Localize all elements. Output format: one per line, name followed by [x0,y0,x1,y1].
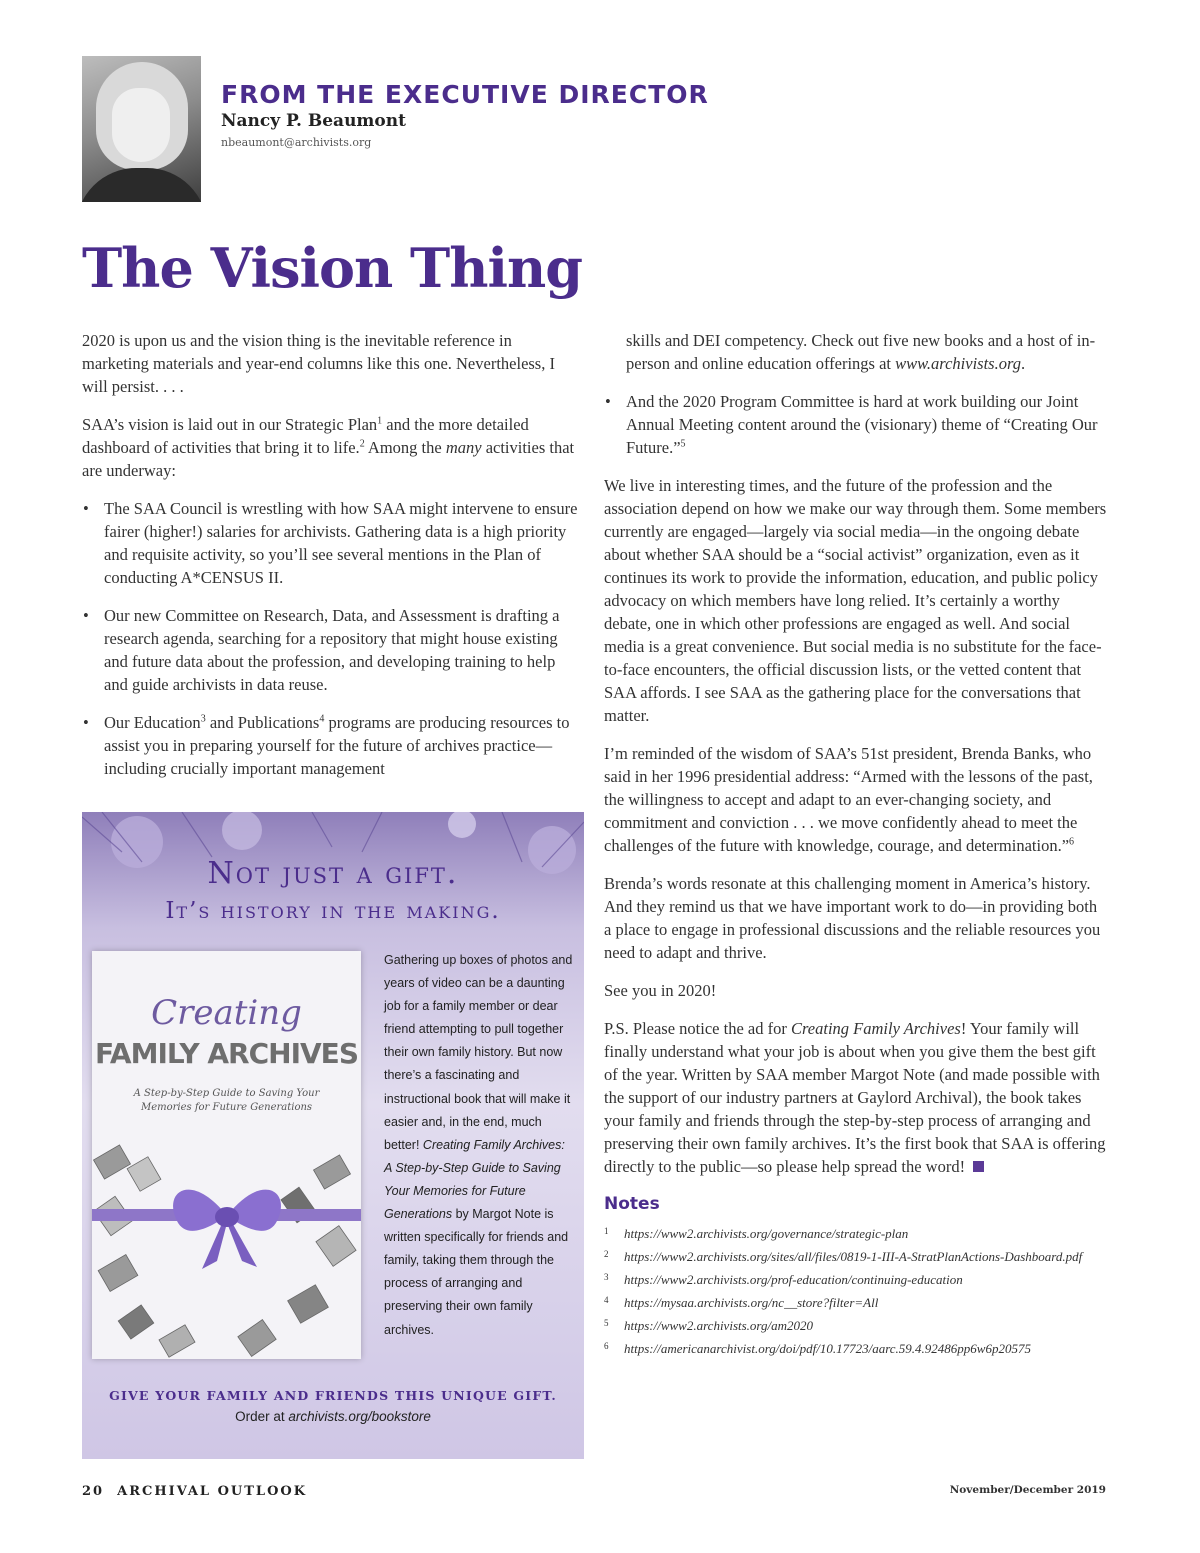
bow-icon [162,1161,292,1271]
paragraph: P.S. Please notice the ad for Creating Family Archives! Your family will finally understand what your job is about when you give them the best gift of the year. Written by SAA member Margot Note (and made possible with the support of our industry partners at Gaylord Archival), the book takes your family and friends through the step-by-step process of arranging and preserving their own family archives. It’s the first book that SAA is offering directly to the public—so please help spread the word! [604,1019,1106,1176]
website-link[interactable]: www.archivists.org [895,354,1022,373]
paragraph: We live in interesting times, and the future of the profession and the association depend on how we make our way through them. Some members currently are engaged—largely via social media—in the ongoing debate about whether SAA should be a “social activist” organization, even as it continues its work to provide the information, education, and public policy advocacy on which members have long relied. It’s certainly a worthy debate, one in which other professions are engaged as well. And social media is a great convenience. But social media is no substitute for the face-to-face encounters, the official discussion lists, or the vetted content that SAA affords. I see SAA as the gathering place for the conversations that matter. [604,476,1107,725]
book-title-line1: Creating [151,993,302,1033]
note-item[interactable]: 1 https://www2.archivists.org/governance/strategic-plan [604,1226,909,1241]
ad-call-to-action: GIVE YOUR FAMILY AND FRIENDS THIS UNIQUE GIFT. [109,1388,557,1403]
paragraph: I’m reminded of the wisdom of SAA’s 51st president, Brenda Banks, who said in her 1996 presidential address: “Armed with the lessons of the past, the willingness to accept and adapt to an ever-changing society, and commitment and conviction . . . we move confidently ahead to meet the challenges of the future with knowledge, courage, and determination.”$^6$ [604,744,1093,855]
list-item: • The SAA Council is wrestling with how SAA might intervene to ensure fairer (higher!) salaries for archivists. Gathering data is a high priority and requisite activity, so you’ll see several mentions in the Plan of conducting A*CENSUS II. [82,497,582,589]
note-item[interactable]: 2 https://www2.archivists.org/sites/all/files/0819-1-III-A-StratPlanActions-Dashboard.pdf [604,1249,1083,1264]
ad-description: Gathering up boxes of photos and years of video can be a daunting job for a family member or dear friend attempting to pull together their own family history. But now there’s a fascinating and instructional book that will make it easier and, in the end, much better! Creating Family Archives: A Step-by-Step Guide to Saving Your Memories for Future Generations by Margot Note is written specifically for friends and family, taking them through the process of arranging and preserving their own family archives. [384,953,573,1337]
note-item[interactable]: 6 https://americanarchivist.org/doi/pdf/10.17723/aarc.59.4.92486pp6w6p20575 [604,1341,1031,1356]
activity-list [82,497,582,780]
paragraph: Brenda’s words resonate at this challenging moment in America’s history. And they remind us that we have important work to do—in providing both a place to engage in professional discussions and the reliable resources you need to adapt and thrive. [604,874,1101,962]
page-number: 20 [82,1484,105,1499]
article-title: The Vision Thing [82,236,583,300]
author-name: Nancy P. Beaumont [221,111,406,131]
list-item: • And the 2020 Program Committee is hard at work building our Joint Annual Meeting content around the (visionary) theme of “Creating Our Future.”$^5$ [604,390,1108,459]
right-column [604,329,1108,1373]
book-title-line2: FAMILY ARCHIVES [95,1037,358,1070]
notes-heading: Notes [604,1194,660,1214]
book-advertisement [82,812,584,1459]
left-column [82,329,582,795]
section-kicker: FROM THE EXECUTIVE DIRECTOR [221,80,709,109]
paragraph: SAA’s vision is laid out in our Strategic Plan$^1$ and the more detailed dashboard of activities that bring it to life.$^2$ Among the many activities that are underway: [82,415,575,480]
activity-list-continued [604,390,1108,459]
list-item: • Our Education$^3$ and Publications$^4$ programs are producing resources to assist you in preparing yourself for the future of archives practice—including crucially important management [82,711,582,780]
paragraph: 2020 is upon us and the vision thing is the inevitable reference in marketing materials and year-end columns like this one. Nevertheless, I will persist. . . . [82,331,555,396]
list-item: • Our new Committee on Research, Data, and Assessment is drafting a research agenda, searching for a repository that might house existing and future data about the profession, and developing training to help and guide archivists in data reuse. [82,604,582,696]
list-item-continuation: skills and DEI competency. Check out five new books and a host of in-person and online education offerings at www.archivists.org. [626,331,1096,373]
note-item[interactable]: 4 https://mysaa.archivists.org/nc__store?filter=All [604,1295,879,1310]
author-photo [82,56,201,202]
issue-date: November/December 2019 [949,1484,1106,1496]
book-cover [92,951,361,1359]
book-subtitle: A Step-by-Step Guide to Saving Your Memories for Future Generations [133,1088,320,1113]
author-email[interactable]: nbeaumont@archivists.org [221,136,372,149]
ad-order-line: Order at archivists.org/bookstore [235,1409,431,1424]
footnote-ref[interactable]: 3 [200,713,206,725]
note-item[interactable]: 5 https://www2.archivists.org/am2020 [604,1318,813,1333]
footnote-ref[interactable]: 6 [1069,836,1075,848]
ad-subheadline: It’s history in the making. [165,898,501,924]
paragraph: See you in 2020! [604,981,717,1000]
publication-name: ARCHIVAL OUTLOOK [117,1484,308,1499]
end-mark-icon [973,1161,984,1172]
note-item[interactable]: 3 https://www2.archivists.org/prof-education/continuing-education [604,1272,963,1287]
bookstore-link[interactable]: archivists.org/bookstore [288,1409,431,1424]
footnote-ref[interactable]: 1 [377,415,383,427]
ad-headline: Not just a gift. [207,856,459,891]
footnote-ref[interactable]: 4 [319,713,325,725]
footnote-ref[interactable]: 2 [359,438,365,450]
footnote-ref[interactable]: 5 [680,438,686,450]
page-footer-left [82,1484,307,1499]
notes-list [604,1224,1108,1358]
